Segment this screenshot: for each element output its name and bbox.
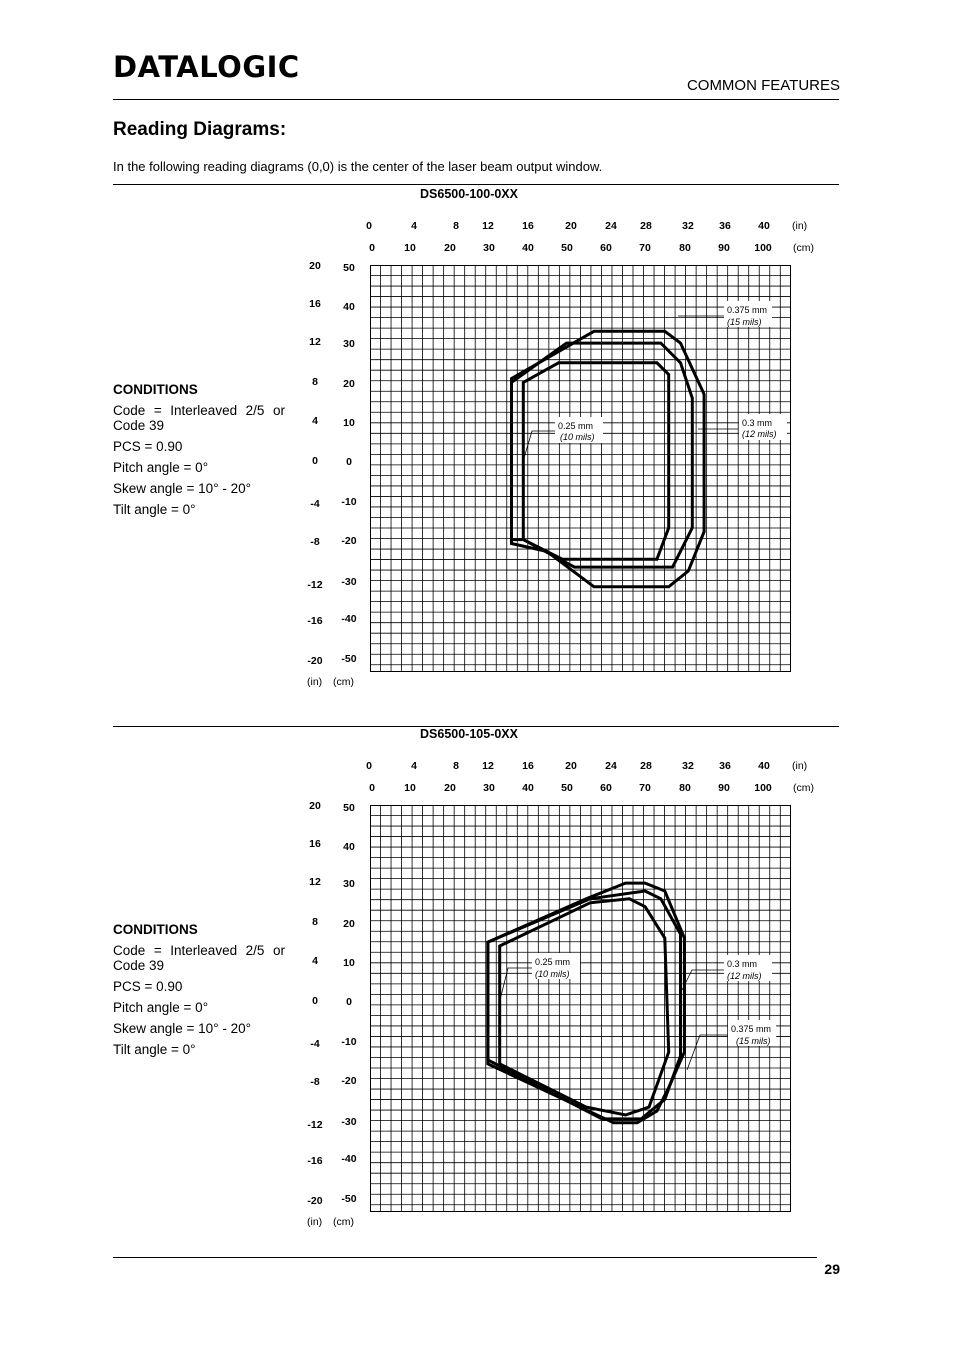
x-tick-in: 0	[366, 220, 372, 232]
x-tick-in: 24	[605, 220, 617, 232]
x-tick-cm: 70	[639, 782, 651, 794]
y-tick-in: 20	[309, 260, 321, 272]
x-tick-in: 20	[565, 760, 577, 772]
series-label: 0.3 mm	[742, 418, 773, 428]
x-tick-cm: 60	[600, 782, 612, 794]
y-tick-in: -4	[310, 498, 320, 510]
y-tick-cm: -40	[341, 613, 357, 625]
x-unit-cm: (cm)	[793, 242, 814, 254]
condition-item: Tilt angle = 0°	[113, 502, 196, 517]
series-label-sub: (15 mils)	[727, 317, 762, 327]
condition-item: Tilt angle = 0°	[113, 1042, 196, 1057]
x-tick-in: 8	[453, 220, 459, 232]
x-tick-in: 40	[758, 760, 770, 772]
series-label: 0.25 mm	[558, 421, 594, 431]
x-tick-in: 4	[411, 220, 417, 232]
y-tick-cm: 50	[343, 802, 355, 814]
diagram-title-1: DS6500-100-0XX	[420, 187, 518, 201]
x-tick-cm: 80	[679, 782, 691, 794]
label-leader	[687, 1035, 728, 1070]
y-tick-cm: 20	[343, 378, 355, 390]
page-title: Reading Diagrams:	[113, 119, 287, 140]
x-tick-in: 20	[565, 220, 577, 232]
y-tick-cm: 10	[343, 957, 355, 969]
condition-item: Pitch angle = 0°	[113, 460, 209, 475]
x-tick-in: 12	[482, 760, 494, 772]
y-tick-cm: -10	[341, 1036, 357, 1048]
x-tick-cm: 60	[600, 242, 612, 254]
grid	[370, 805, 791, 1212]
y-tick-cm: 20	[343, 918, 355, 930]
x-tick-in: 4	[411, 760, 417, 772]
y-tick-cm: -20	[341, 535, 357, 547]
condition-item: Skew angle = 10° - 20°	[113, 1021, 252, 1036]
y-tick-in: -4	[310, 1038, 320, 1050]
reading-diagram-2	[370, 805, 791, 1212]
y-tick-cm: 40	[343, 301, 355, 313]
y-tick-in: 8	[312, 376, 318, 388]
section-title: COMMON FEATURES	[686, 77, 840, 94]
y-tick-cm: -30	[341, 576, 357, 588]
x-tick-cm: 80	[679, 242, 691, 254]
x-tick-in: 36	[719, 220, 731, 232]
x-tick-in: 0	[366, 760, 372, 772]
y-tick-in: 4	[312, 955, 318, 967]
y-tick-cm: -40	[341, 1153, 357, 1165]
header-divider	[113, 99, 839, 100]
x-tick-cm: 70	[639, 242, 651, 254]
series-label-sub: (10 mils)	[560, 432, 595, 442]
y-tick-in: -16	[307, 1155, 323, 1167]
y-tick-cm: -20	[341, 1075, 357, 1087]
reading-zone-0-25-mm	[523, 363, 668, 560]
y-unit-in: (in)	[307, 1216, 323, 1228]
x-tick-cm: 10	[404, 782, 416, 794]
y-tick-cm: 40	[343, 841, 355, 853]
intro-text: In the following reading diagrams (0,0) is the center of the laser beam output window.	[113, 159, 603, 174]
y-tick-cm: 10	[343, 417, 355, 429]
y-tick-in: -12	[307, 1119, 323, 1131]
y-tick-in: 12	[309, 336, 321, 348]
y-tick-cm: 0	[346, 456, 352, 468]
diagram-title-2: DS6500-105-0XX	[420, 727, 518, 741]
y-tick-in: -16	[307, 615, 323, 627]
y-tick-cm: 0	[346, 996, 352, 1008]
y-tick-cm: -10	[341, 496, 357, 508]
x-tick-in: 32	[682, 760, 694, 772]
x-tick-cm: 100	[754, 242, 772, 254]
y-tick-cm: 50	[343, 262, 355, 274]
x-tick-in: 28	[640, 220, 652, 232]
x-tick-cm: 90	[718, 242, 730, 254]
x-unit-in: (in)	[792, 220, 808, 232]
y-tick-in: 0	[312, 455, 318, 467]
condition-item: Skew angle = 10° - 20°	[113, 481, 252, 496]
condition-item: PCS = 0.90	[113, 979, 183, 994]
x-tick-cm: 50	[561, 782, 573, 794]
x-tick-cm: 10	[404, 242, 416, 254]
x-unit-in: (in)	[792, 760, 808, 772]
x-tick-cm: 0	[369, 782, 375, 794]
x-tick-cm: 0	[369, 242, 375, 254]
series-label: 0.375 mm	[731, 1024, 772, 1034]
y-tick-in: -12	[307, 579, 323, 591]
y-tick-in: 4	[312, 415, 318, 427]
y-tick-in: 16	[309, 298, 321, 310]
condition-item: Pitch angle = 0°	[113, 1000, 209, 1015]
datalogic-logo: DATALOGIC	[113, 50, 300, 84]
y-tick-in: -20	[307, 1195, 323, 1207]
y-tick-cm: -50	[341, 653, 357, 665]
series-label-sub: (10 mils)	[535, 969, 570, 979]
series-label: 0.3 mm	[727, 959, 758, 969]
series-label-sub: (12 mils)	[742, 429, 777, 439]
x-tick-in: 28	[640, 760, 652, 772]
x-tick-in: 12	[482, 220, 494, 232]
conditions-2	[113, 922, 285, 1063]
x-tick-cm: 30	[483, 242, 495, 254]
x-tick-in: 32	[682, 220, 694, 232]
x-tick-cm: 20	[444, 242, 456, 254]
x-tick-in: 16	[522, 220, 534, 232]
series-label: 0.375 mm	[727, 305, 768, 315]
y-unit-cm: (cm)	[333, 676, 354, 688]
x-tick-in: 8	[453, 760, 459, 772]
y-tick-in: 20	[309, 800, 321, 812]
series-label-sub: (15 mils)	[736, 1036, 771, 1046]
y-tick-in: -8	[310, 536, 320, 548]
page-number: 29	[824, 1261, 840, 1277]
x-tick-cm: 100	[754, 782, 772, 794]
label-leader	[524, 431, 555, 458]
y-tick-in: 12	[309, 876, 321, 888]
x-tick-in: 16	[522, 760, 534, 772]
y-tick-cm: 30	[343, 878, 355, 890]
series-label-sub: (12 mils)	[727, 971, 762, 981]
condition-item: Code = Interleaved 2/5 or Code 39	[113, 403, 285, 433]
y-tick-in: 8	[312, 916, 318, 928]
y-tick-cm: -30	[341, 1116, 357, 1128]
y-tick-cm: 30	[343, 338, 355, 350]
x-unit-cm: (cm)	[793, 782, 814, 794]
conditions-1	[113, 382, 285, 523]
conditions-heading: CONDITIONS	[113, 382, 198, 397]
y-tick-cm: -50	[341, 1193, 357, 1205]
x-tick-in: 24	[605, 760, 617, 772]
x-tick-in: 40	[758, 220, 770, 232]
conditions-heading: CONDITIONS	[113, 922, 198, 937]
series-label: 0.25 mm	[535, 957, 571, 967]
x-tick-in: 36	[719, 760, 731, 772]
y-tick-in: -20	[307, 655, 323, 667]
y-tick-in: 16	[309, 838, 321, 850]
y-tick-in: 0	[312, 995, 318, 1007]
condition-item: Code = Interleaved 2/5 or Code 39	[113, 943, 285, 973]
reading-diagram-1	[370, 265, 791, 672]
x-tick-cm: 90	[718, 782, 730, 794]
y-tick-in: -8	[310, 1076, 320, 1088]
x-tick-cm: 50	[561, 242, 573, 254]
y-unit-in: (in)	[307, 676, 323, 688]
x-tick-cm: 40	[522, 782, 534, 794]
x-tick-cm: 30	[483, 782, 495, 794]
x-tick-cm: 20	[444, 782, 456, 794]
footer-divider	[113, 1257, 817, 1258]
y-unit-cm: (cm)	[333, 1216, 354, 1228]
condition-item: PCS = 0.90	[113, 439, 183, 454]
x-tick-cm: 40	[522, 242, 534, 254]
section-divider-1	[113, 184, 839, 185]
